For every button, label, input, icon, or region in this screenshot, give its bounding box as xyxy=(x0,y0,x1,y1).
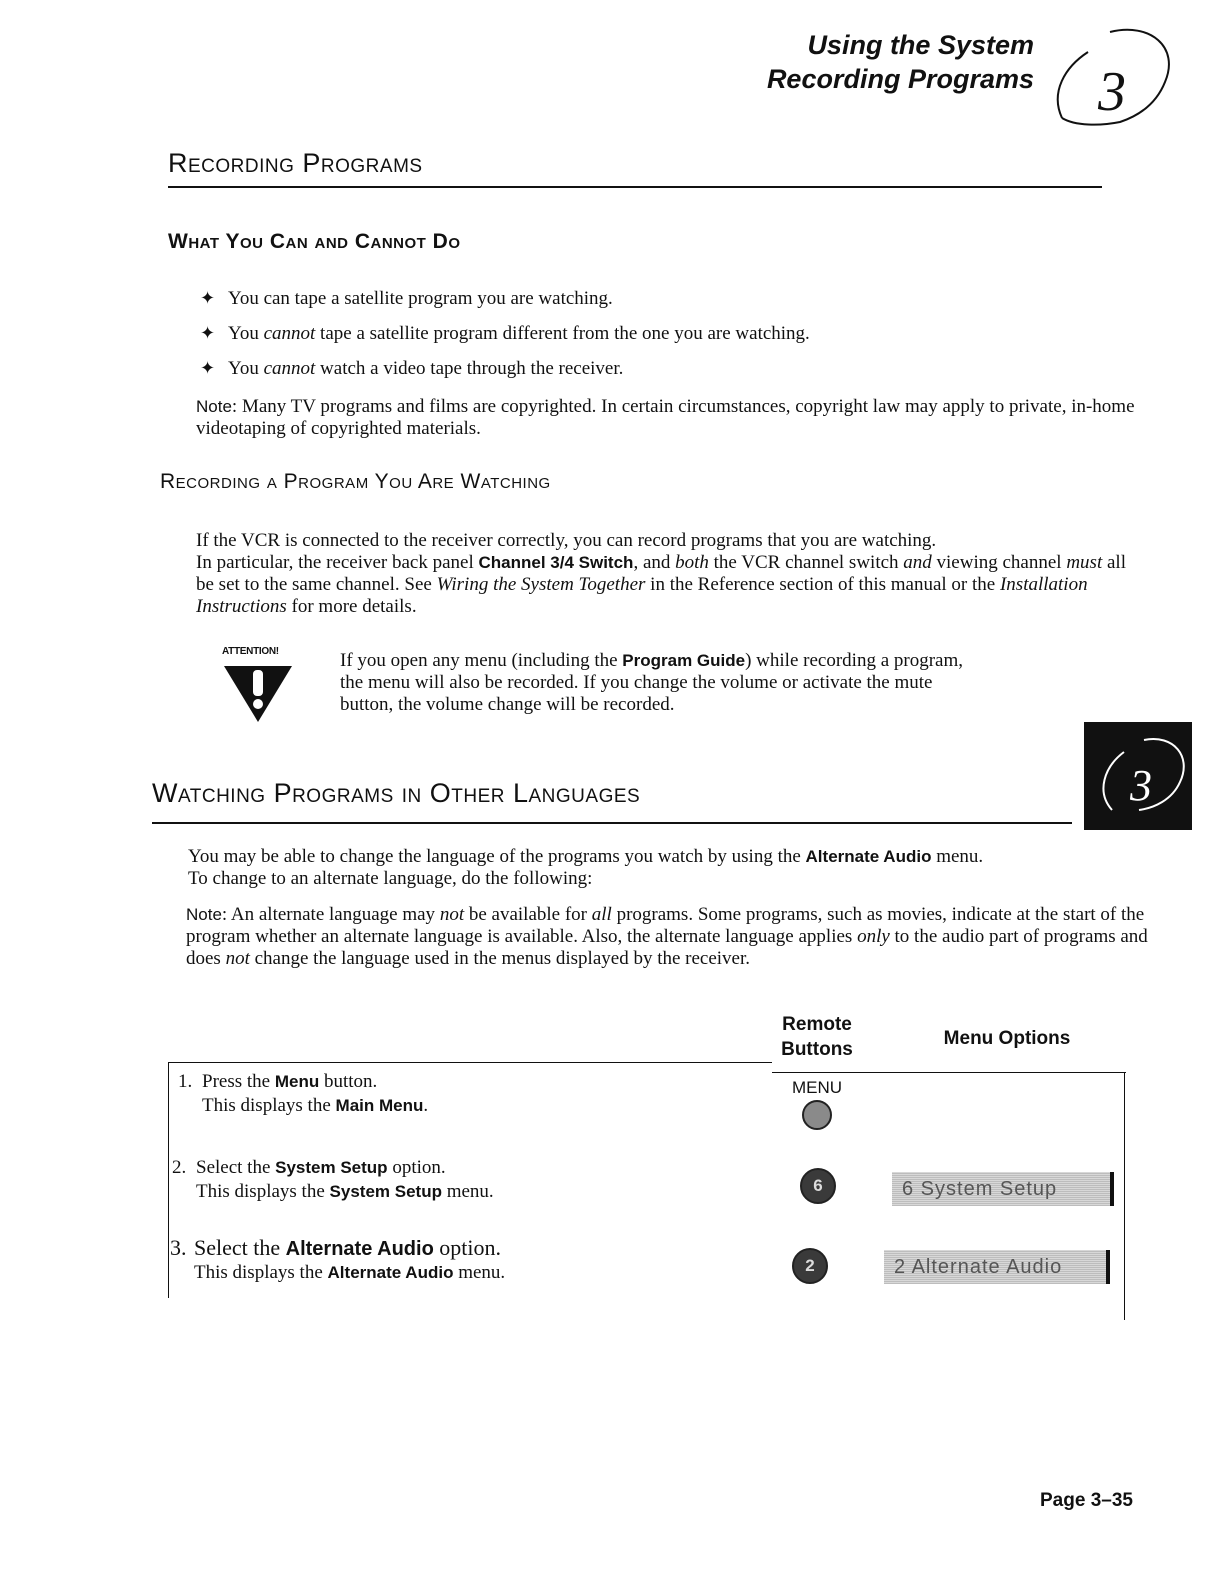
menu-button-label: MENU xyxy=(792,1078,843,1097)
section-title-languages: Watching Programs in Other Languages xyxy=(152,778,641,808)
diamond-star-icon: ✦ xyxy=(200,288,216,308)
attention-warning-icon xyxy=(222,662,294,724)
languages-note: Note: An alternate language may not be available for all programs. Some programs, such as movies, indicate at the start of the program whether an alternate language is available. Also, the alternate language applies only to the audio part of programs and does not change the language used in the menus displayed by the receiver. xyxy=(186,904,1148,969)
header-line-1: Using the System xyxy=(807,30,1034,60)
recording-paragraph: If the VCR is connected to the receiver correctly, you can record programs that you are watching. In particular, the receiver back panel Channel 3/4 Switch, and both the VCR channel switch and viewing channel must all be set to the same channel. See Wiring the System Together in the Reference section of this manual or the Installation Instructions for more details. xyxy=(196,530,1126,617)
list-item: ✦ You cannot tape a satellite program different from the one you are watching. xyxy=(200,323,810,344)
remote-button-2[interactable]: 2 xyxy=(792,1248,828,1284)
section-title-recording: Recording Programs xyxy=(168,148,423,178)
header-line-2: Recording Programs xyxy=(766,64,1034,94)
menu-option-alternate-audio[interactable]: 2 Alternate Audio xyxy=(884,1250,1110,1284)
step-3: 3. Select the Alternate Audio option. This displays the Alternate Audio menu. xyxy=(170,1235,506,1283)
diamond-star-icon: ✦ xyxy=(200,323,216,343)
chapter-tab-number: 3 xyxy=(1130,761,1152,810)
menu-option-system-setup[interactable]: 6 System Setup xyxy=(892,1172,1114,1206)
step-2: 2. Select the System Setup option. This displays the System Setup menu. xyxy=(172,1157,494,1202)
list-item: ✦ You can tape a satellite program you are watching. xyxy=(200,288,613,309)
menu-remote-button[interactable] xyxy=(802,1100,832,1130)
languages-paragraph: You may be able to change the language of the programs you watch by using the Alternate Audio menu. To change to an alternate language, do the following: xyxy=(188,846,984,889)
copyright-note: Note: Many TV programs and films are copyrighted. In certain circumstances, copyright law may apply to private, in-home videotaping of copyrighted materials. xyxy=(196,396,1135,439)
subsection-title-can-cannot: What You Can and Cannot Do xyxy=(168,230,461,253)
page-number: Page 3–35 xyxy=(1040,1490,1133,1511)
list-item: ✦ You cannot watch a video tape through the receiver. xyxy=(200,358,624,379)
chapter-badge-icon xyxy=(1040,22,1180,132)
column-header-menu-options: Menu Options xyxy=(943,1028,1071,1049)
section-rule xyxy=(168,186,1102,188)
attention-text: If you open any menu (including the Program Guide) while recording a program, the menu will also be recorded. If you change the volume or activate the mute button, the volume change will be recorded. xyxy=(340,650,963,715)
can-cannot-list xyxy=(200,288,1160,393)
subsection-title-recording-watching: Recording a Program You Are Watching xyxy=(160,470,551,493)
chapter-tab xyxy=(1084,722,1192,830)
chapter-number: 3 xyxy=(1098,61,1126,123)
remote-button-6[interactable]: 6 xyxy=(800,1168,836,1204)
step-1: 1. Press the Menu button. This displays the Main Menu. xyxy=(178,1071,429,1116)
note-label: Note xyxy=(196,397,232,416)
attention-label: ATTENTION! xyxy=(222,646,279,657)
column-header-remote: Remote Buttons xyxy=(781,1014,853,1060)
chapter-tab-icon xyxy=(1084,722,1192,830)
diamond-star-icon: ✦ xyxy=(200,358,216,378)
section-rule xyxy=(152,822,1072,824)
